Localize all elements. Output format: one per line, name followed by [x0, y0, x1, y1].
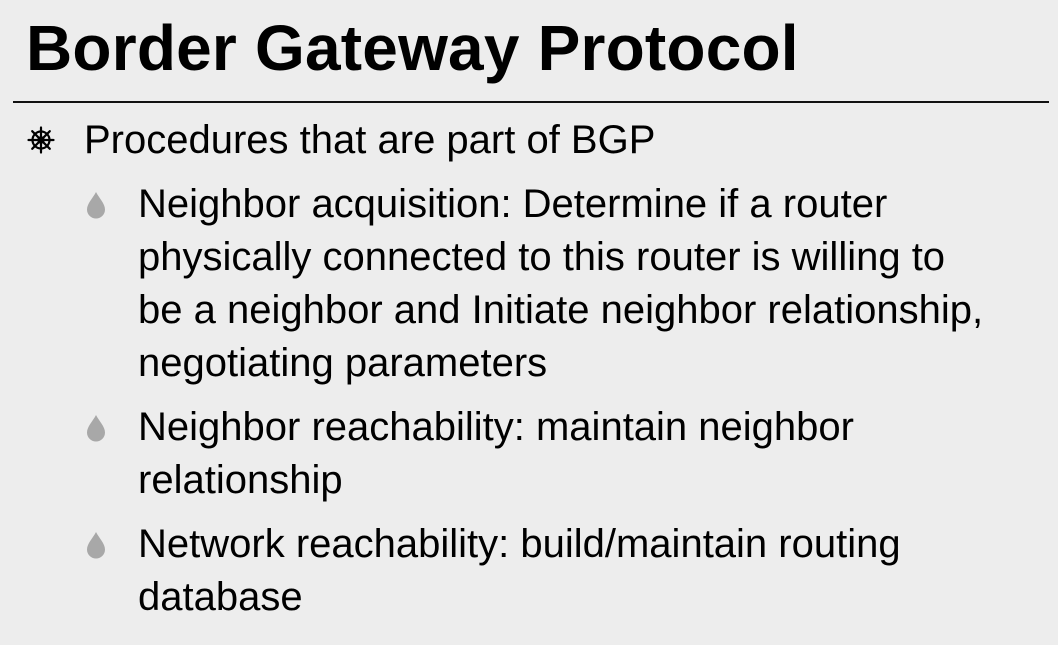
bullet-text: Procedures that are part of BGP	[84, 118, 656, 162]
sub-bullet-item	[84, 178, 1014, 390]
bullet-item	[26, 113, 1036, 167]
sub-bullet-item	[84, 401, 1014, 507]
drop-icon	[84, 178, 138, 231]
drop-icon	[84, 518, 138, 571]
sub-bullet-text: Network reachability: build/maintain routing database	[138, 522, 901, 619]
sub-bullet-list	[84, 178, 1014, 635]
ship-wheel-icon	[26, 113, 84, 167]
slide-title: Border Gateway Protocol	[26, 12, 799, 84]
sub-bullet-text: Neighbor reachability: maintain neighbor relationship	[138, 405, 854, 502]
title-divider	[13, 101, 1049, 103]
sub-bullet-text: Neighbor acquisition: Determine if a router physically connected to this router is willing to be a neighbor and Initiate neighbor relationship, negotiating parameters	[138, 182, 984, 385]
drop-icon	[84, 401, 138, 454]
sub-bullet-item	[84, 518, 1014, 624]
